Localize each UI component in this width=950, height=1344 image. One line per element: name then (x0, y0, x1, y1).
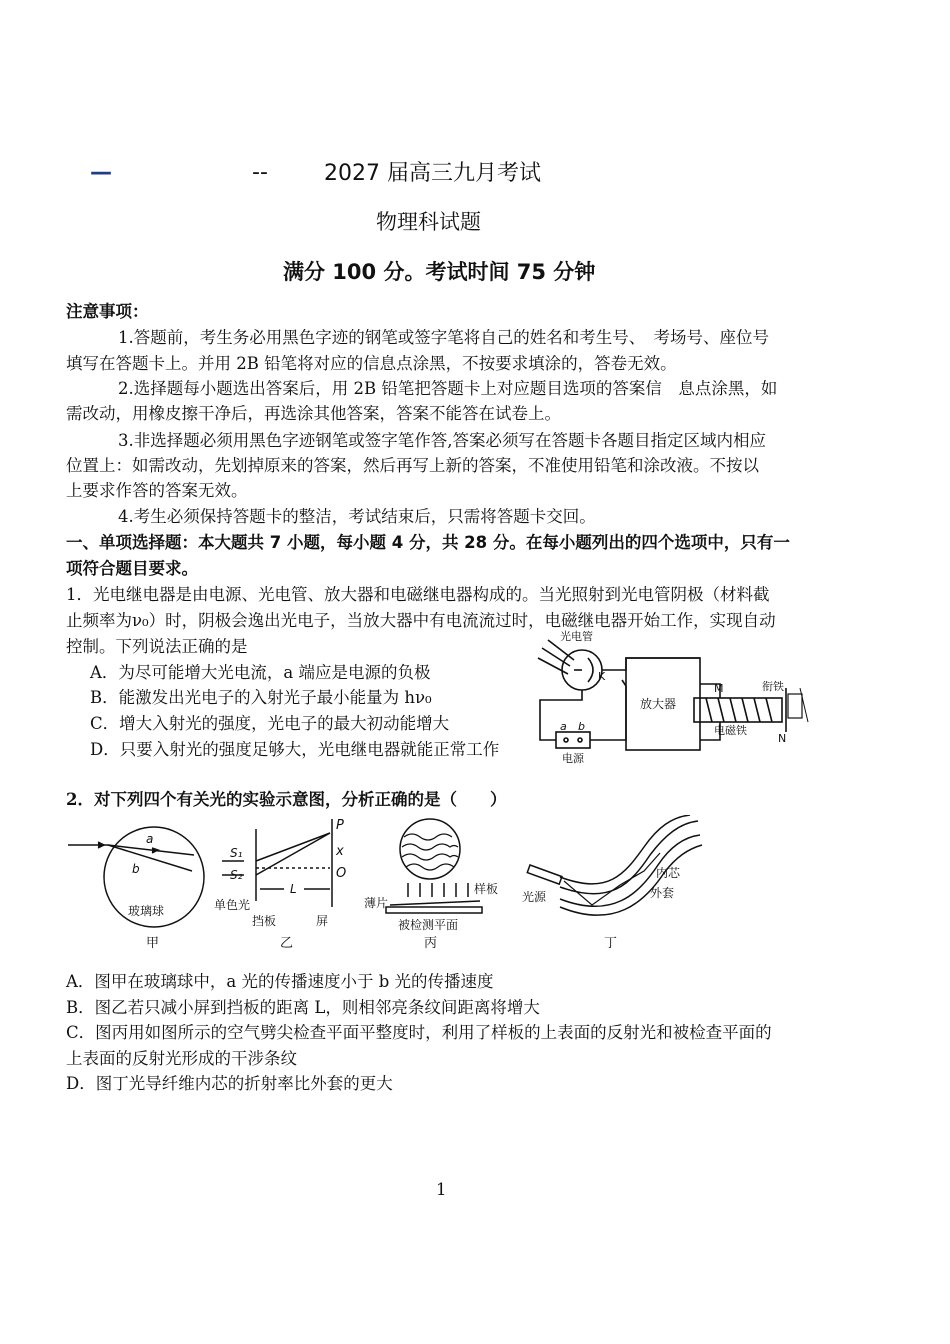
q1-relay-diagram (530, 628, 820, 768)
p-label: P (336, 818, 344, 833)
fig-ding-caption: 丁 (604, 936, 618, 951)
q2-option-c: C．图丙用如图所示的空气劈尖检查平面平整度时，利用了样板的上表面的反射光和被检查平面的 (66, 1023, 772, 1042)
tested-plane-label: 被检测平面 (398, 918, 459, 932)
light-source-label: 光源 (522, 890, 547, 904)
fig-jia-glass-ball (68, 815, 218, 955)
q1-stem: 止频率为ν₀）时，阴极会逸出光电子，当放大器中有电流流过时，电磁继电器开始工作，实现自动 (66, 611, 776, 630)
armature-label: 衔铁 (762, 680, 784, 693)
fig-yi-caption: 乙 (280, 936, 294, 951)
core-label: 内芯 (656, 866, 681, 880)
ray-b-label: b (132, 862, 140, 876)
s2-label: S₂ (230, 868, 243, 882)
section-heading: 一、单项选择题：本大题共 7 小题，每小题 4 分，共 28 分。在每小题列出的四个选项中，只有一 (66, 533, 790, 552)
s1-label: S₁ (230, 846, 243, 860)
q2-option-d: D．图丁光导纤维内芯的折射率比外套的更大 (66, 1074, 393, 1093)
fig-bing-caption: 丙 (424, 936, 438, 951)
q1-stem: 1．光电继电器是由电源、光电管、放大器和电磁继电器构成的。当光照射到光电管阴极（材料截 (66, 585, 770, 604)
o-label: O (336, 866, 347, 881)
notice-line: 2.选择题每小题选出答案后，用 2B 铅笔把答题卡上对应题目选项的答案信 息点涂黑，如 (118, 379, 778, 398)
fig-yi-double-slit (212, 815, 352, 955)
l-label: L (290, 882, 297, 896)
fig-ding-optical-fiber (520, 815, 710, 955)
fig-jia-caption: 甲 (146, 936, 160, 951)
screen-label: 屏 (316, 914, 329, 928)
header-mark-right: -- (252, 160, 268, 185)
cathode-label: K (598, 670, 606, 683)
notice-line: 填写在答题卡上。并用 2B 铅笔将对应的信息点涂黑，不按要求填涂的，答卷无效。 (66, 354, 677, 373)
exam-title: 2027 届高三九月考试 (324, 161, 541, 186)
section-heading: 项符合题目要求。 (66, 559, 198, 578)
cladding-label: 外套 (650, 886, 675, 900)
notice-line: 3.非选择题必须用黑色字迹钢笔或签字笔作答,答案必须写在答题卡各题目指定区域内相应 (118, 431, 766, 450)
notice-line: 上要求作答的答案无效。 (66, 481, 248, 500)
header-mark-left: — (90, 160, 112, 185)
notice-heading: 注意事项： (66, 302, 149, 321)
n-label: N (778, 732, 787, 745)
x-label: x (336, 844, 344, 859)
electromagnet-label: 电磁铁 (714, 724, 747, 737)
score-time: 满分 100 分。考试时间 75 分钟 (283, 260, 596, 284)
subject-title: 物理科试题 (376, 210, 481, 234)
q2-option-a: A．图甲在玻璃球中，a 光的传播速度小于 b 光的传播速度 (66, 972, 494, 991)
notice-line: 需改动，用橡皮擦干净后，再选涂其他答案，答案不能答在试卷上。 (66, 404, 561, 423)
q2-stem: 2．对下列四个有关光的实验示意图，分析正确的是（ ） (66, 790, 507, 809)
power-label: 电源 (562, 752, 584, 765)
phototube-label: 光电管 (560, 630, 593, 643)
glass-ball-label: 玻璃球 (128, 904, 165, 918)
page-number: 1 (436, 1180, 447, 1199)
ray-a-label: a (146, 832, 154, 846)
power-source (556, 732, 590, 748)
q2-option-c-cont: 上表面的反射光形成的干涉条纹 (66, 1049, 297, 1068)
q2-option-b: B．图乙若只减小屏到挡板的距离 L，则相邻亮条纹间距离将增大 (66, 998, 540, 1017)
q1-option-c: C．增大入射光的强度，光电子的最大初动能增大 (90, 714, 450, 733)
q1-stem: 控制。下列说法正确的是 (66, 637, 248, 656)
template-plate-label: 样板 (474, 882, 499, 896)
q1-option-b: B．能激发出光电子的入射光子最小能量为 hν₀ (90, 688, 432, 707)
thin-sheet-label: 薄片 (364, 896, 389, 910)
q1-option-a: A．为尽可能增大光电流，a 端应是电源的负极 (90, 663, 431, 682)
notice-line: 位置上：如需改动，先划掉原来的答案，然后再写上新的答案，不准使用铅笔和涂改液。不按以 (66, 456, 759, 475)
q1-option-d: D．只要入射光的强度足够大，光电继电器就能正常工作 (90, 740, 500, 759)
amplifier-label: 放大器 (640, 697, 677, 711)
baffle-label: 挡板 (252, 914, 277, 928)
monochromatic-label: 单色光 (214, 898, 251, 912)
notice-line: 1.答题前，考生务必用黑色字迹的钢笔或签字笔将自己的姓名和考生号、 考场号、座位号 (118, 328, 769, 347)
m-label: M (714, 682, 724, 695)
fig-bing-air-wedge (360, 815, 510, 955)
b-terminal-label: b (578, 720, 585, 733)
notice-line: 4.考生必须保持答题卡的整洁，考试结束后，只需将答题卡交回。 (118, 507, 596, 526)
a-terminal-label: a (560, 720, 567, 733)
